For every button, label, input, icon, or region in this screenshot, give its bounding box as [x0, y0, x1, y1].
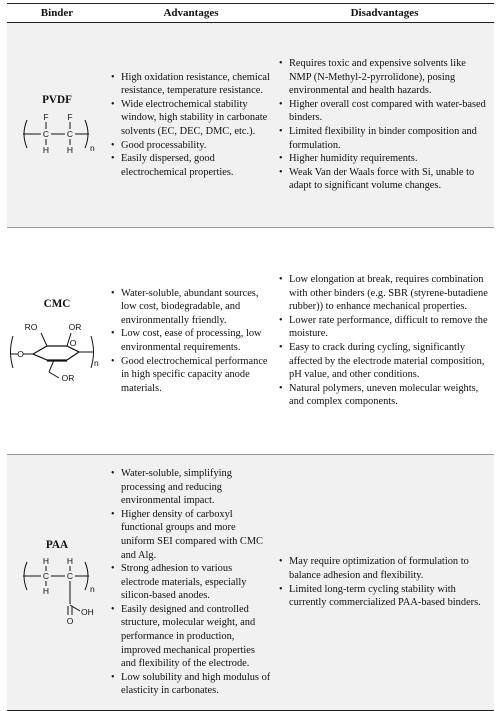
cmc-disadvantage-item: • Low elongation at break, requires combination with other binders (e.g. SBR (styrene-butadiene rubber)) to enhance mechanical properties.: [279, 273, 490, 314]
binder-name-pvdf: PVDF: [42, 94, 72, 107]
table-row-paa: [7, 455, 494, 711]
paa-advantage-item: • Low solubility and high modulus of elasticity in carbonates.: [111, 671, 271, 698]
paa-label-h2: H: [66, 556, 74, 567]
paa-label-o: O: [66, 616, 74, 627]
header-binder: Binder: [7, 4, 107, 23]
table-row-cmc: [7, 228, 494, 455]
advantages-cell-paa: [107, 455, 275, 711]
paa-label-c1: C: [42, 571, 50, 582]
cmc-label-or-bottom: OR: [61, 372, 75, 383]
binder-name-paa: PAA: [45, 538, 69, 551]
pvdf-label-f2: F: [67, 111, 73, 122]
table-row-pvdf: [7, 23, 494, 228]
paa-label-h3: H: [42, 586, 50, 597]
pvdf-advantage-item: • Easily dispersed, good electrochemical properties.: [111, 152, 271, 179]
paa-advantage-item: • Water-soluble, simplifying processing and reducing environmental impact.: [111, 467, 271, 508]
binder-cell-cmc: [7, 228, 107, 455]
cmc-advantage-item: • Low cost, ease of processing, low environmental requirements.: [111, 327, 271, 354]
pvdf-label-c2: C: [66, 128, 74, 139]
pvdf-disadvantage-item: • Higher humidity requirements.: [279, 152, 490, 166]
cmc-structure-image: [9, 316, 105, 384]
pvdf-advantage-item: • Wide electrochemical stability window, high stability in carbonate solvents (EC, DEC, DMC, etc.).: [111, 98, 271, 139]
binder-name-cmc: CMC: [43, 298, 71, 311]
paa-structure-image: [12, 556, 102, 626]
disadvantages-cell-pvdf: [275, 23, 494, 228]
cmc-label-or-top: OR: [68, 321, 82, 332]
pvdf-advantage-item: • Good processability.: [111, 139, 271, 153]
header-disadvantages: Disadvantages: [275, 4, 494, 23]
advantages-cell-pvdf: [107, 23, 275, 228]
cmc-label-o-ring: O: [69, 337, 77, 348]
pvdf-label-h1: H: [42, 144, 50, 155]
cmc-advantage-item: • Water-soluble, abundant sources, low cost, biodegradable, and environmentally friendly.: [111, 287, 271, 328]
paa-disadvantage-item: • May require optimization of formulation to balance adhesion and flexibility.: [279, 555, 490, 582]
cmc-label-o-left: O: [17, 348, 24, 359]
cmc-advantage-item: • Good electrochemical performance in high specific capacity anode materials.: [111, 355, 271, 396]
header-advantages: Advantages: [107, 4, 275, 23]
pvdf-structure-image: [12, 112, 102, 156]
paa-label-h1: H: [42, 556, 50, 567]
disadvantages-cell-paa: [275, 455, 494, 711]
pvdf-disadvantage-item: • Requires toxic and expensive solvents like NMP (N-Methyl-2-pyrrolidone), posing environmental and health hazards.: [279, 57, 490, 98]
cmc-label-ro: RO: [24, 321, 38, 332]
paa-advantage-item: • Strong adhesion to various electrode materials, especially silicon-based anodes.: [111, 562, 271, 603]
binder-comparison-table: [7, 3, 494, 711]
paa-disadvantage-item: • Limited long-term cycling stability with currently commercialized PAA-based binders.: [279, 583, 490, 610]
binder-cell-paa: [7, 455, 107, 711]
pvdf-label-c1: C: [42, 128, 50, 139]
paa-label-c2: C: [66, 571, 74, 582]
paa-label-n: n: [90, 584, 95, 595]
paa-label-oh: OH: [81, 607, 94, 618]
pvdf-disadvantage-item: • Limited flexibility in binder composition and formulation.: [279, 125, 490, 152]
cmc-disadvantage-item: • Easy to crack during cycling, significantly affected by the electrode material composition, pH value, and other conditions.: [279, 341, 490, 382]
pvdf-disadvantage-item: • Higher overall cost compared with water-based binders.: [279, 98, 490, 125]
pvdf-label-h2: H: [66, 144, 74, 155]
pvdf-disadvantage-item: • Weak Van der Waals force with Si, unable to adapt to significant volume changes.: [279, 166, 490, 193]
paa-advantage-item: • Easily designed and controlled structure, molecular weight, and performance in production, improved mechanical properties and flexibility of the electrode.: [111, 603, 271, 671]
pvdf-label-f1: F: [43, 111, 49, 122]
pvdf-label-n: n: [90, 142, 95, 153]
binder-cell-pvdf: [7, 23, 107, 228]
paa-advantage-item: • Higher density of carboxyl functional groups and more uniform SEI compared with CMC and Alg.: [111, 508, 271, 562]
cmc-disadvantage-item: • Natural polymers, uneven molecular weights, and complex components.: [279, 382, 490, 409]
header-row: [7, 4, 494, 23]
cmc-disadvantage-item: • Lower rate performance, difficult to remove the moisture.: [279, 314, 490, 341]
disadvantages-cell-cmc: [275, 228, 494, 455]
advantages-cell-cmc: [107, 228, 275, 455]
pvdf-advantage-item: • High oxidation resistance, chemical resistance, temperature resistance.: [111, 71, 271, 98]
cmc-label-n: n: [94, 357, 99, 368]
